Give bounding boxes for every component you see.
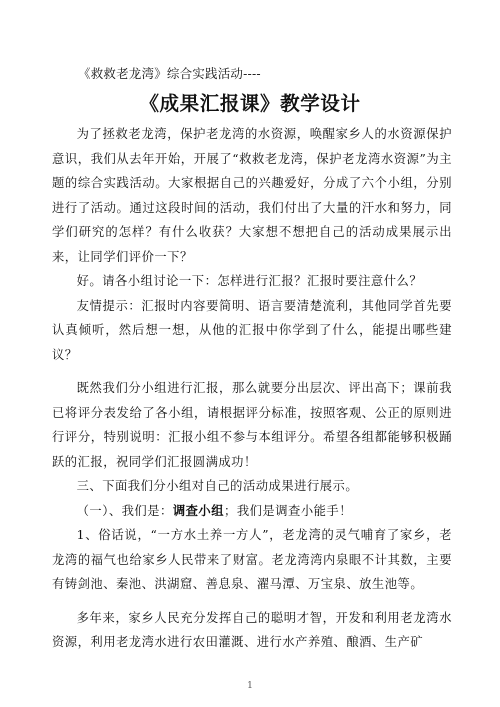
- paragraph-scoring: 既然我们分小组进行汇报，那么就要分出层次、评出高下；课前我已将评分表发给了各小组，请根据评分标准，按照客观、公正的原则进行评分，特别说明：汇报小组不参与本组评分。希望各组都能够积极踊跃的汇报，祝同学们汇报圆满成功！: [52, 381, 452, 469]
- document-body: [52, 122, 452, 655]
- document-title: 《成果汇报课》教学设计: [139, 92, 361, 115]
- paragraph-tip: 友情提示：汇报时内容要简明、语言要清楚流利，其他同学首先要认真倾听，然后想一想，从他的汇报中你学到了什么，能提出哪些建议？: [52, 298, 452, 362]
- group-line-emphasis: 调查小组: [172, 502, 225, 518]
- group-line: [52, 499, 452, 524]
- paragraph-development: 多年来，家乡人民充分发挥自己的聪明才智，开发和利用老龙湾水资源，利用老龙湾水进行农田灌溉、进行水产养殖、酿酒、生产矿: [52, 610, 452, 649]
- paragraph-saying: 1、俗话说，“一方水土养一方人”，老龙湾的灵气哺育了家乡，老龙湾的福气也给家乡人民带来了财富。老龙湾湾内泉眼不计其数，主要有铸剑池、秦池、洪湖窟、善息泉、濯马潭、万宝泉、放生池等。: [52, 528, 452, 591]
- document-subtitle: 《救救老龙湾》综合实践活动----: [78, 66, 261, 81]
- paragraph-intro: 为了拯救老龙湾，保护老龙湾的水资源，唤醒家乡人的水资源保护意识，我们从去年开始，开展了“救救老龙湾，保护老龙湾水资源”为主题的综合实践活动。大家根据自己的兴趣爱好，分成了六个小组，分别进行了活动。通过这段时间的活动，我们付出了大量的汗水和努力，同学们研究的怎样？有什么收获？大家想不想把自己的活动成果展示出来，让同学们评价一下？: [52, 127, 452, 264]
- group-line-prefix: （一）、我们是：: [76, 503, 173, 518]
- paragraph-section-three: 三、下面我们分小组对自己的活动成果进行展示。: [76, 479, 359, 493]
- page-number: 1: [247, 681, 253, 691]
- group-line-suffix: ；我们是调查小能手！: [224, 503, 353, 518]
- paragraph-discussion: 好。请各小组讨论一下：怎样进行汇报？汇报时要注意什么？: [76, 274, 423, 288]
